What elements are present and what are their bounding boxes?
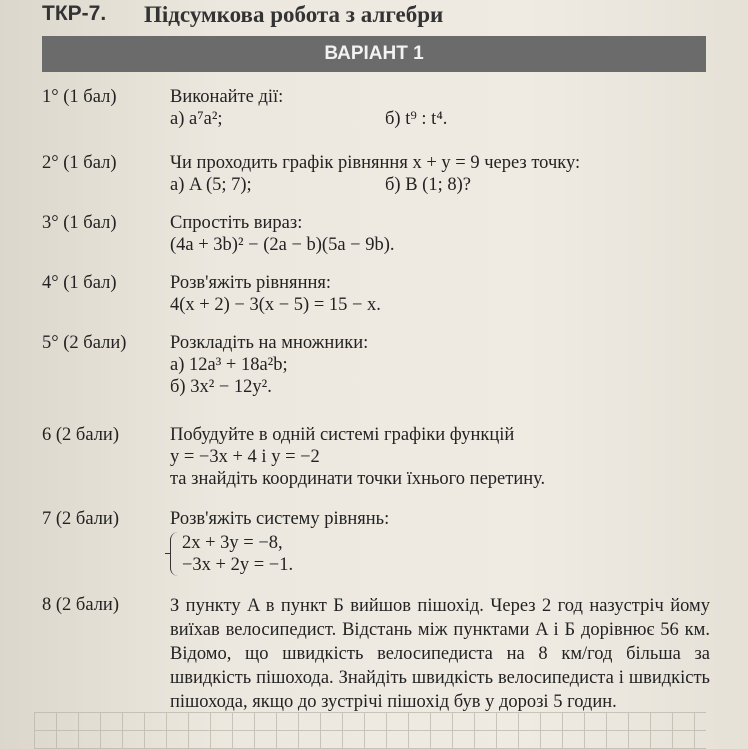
- option-a: а) 12a³ + 18a²b;: [170, 355, 288, 375]
- task-prompt: Розв'яжіть рівняння:: [170, 273, 332, 293]
- equation-system: [170, 532, 710, 576]
- task-prompt: Розв'яжіть систему рівнянь:: [170, 509, 390, 529]
- option-a: а) A (5; 7);: [170, 175, 252, 195]
- answer-grid: [34, 712, 706, 749]
- task-prompt: Спростіть вираз:: [170, 213, 303, 233]
- task-text: З пункту A в пункт Б вийшов пішохід. Через 2 год назустріч йому виїхав велосипедист. Відстань між пунктами A і Б дорівнює 56 км. Відомо, що швидкість велосипедиста на 8 км/год більша за швидкість пішохода. Знайдіть швидкість велосипедиста і швидкість пішохода, якщо до зустрічі пішохід був у дорозі 5 годин.: [170, 596, 710, 712]
- option-b: б) B (1; 8)?: [385, 175, 471, 195]
- task-prompt: Побудуйте в одній системі графіки функцій: [170, 425, 515, 445]
- equation-2: −3x + 2y = −1.: [182, 555, 294, 575]
- test-code: ТКР-7.: [42, 2, 107, 25]
- brace-icon: [170, 532, 181, 576]
- option-b: б) t⁹ : t⁴.: [385, 109, 448, 129]
- task-prompt: Чи проходить графік рівняння x + y = 9 через точку:: [170, 153, 581, 173]
- task-number: 7 (2 бали): [42, 509, 119, 529]
- task-expression: 4(x + 2) − 3(x − 5) = 15 − x.: [170, 295, 381, 315]
- task-number: 4° (1 бал): [42, 273, 117, 293]
- task-expression: (4a + 3b)² − (2a − b)(5a − 9b).: [170, 235, 395, 255]
- option-b: б) 3x² − 12y².: [170, 377, 272, 397]
- task-number: 5° (2 бали): [42, 333, 127, 353]
- option-a: а) a⁷a²;: [170, 109, 223, 129]
- task-expression: y = −3x + 4 і y = −2: [170, 447, 320, 467]
- task-number: 6 (2 бали): [42, 425, 119, 445]
- header: [42, 0, 742, 30]
- task-number: 8 (2 бали): [42, 595, 119, 615]
- task-number: 1° (1 бал): [42, 87, 117, 107]
- task-prompt: Виконайте дії:: [170, 87, 284, 107]
- task-tail: та знайдіть координати точки їхнього перетину.: [170, 469, 546, 489]
- page-title: Підсумкова робота з алгебри: [144, 2, 444, 27]
- task-number: 2° (1 бал): [42, 153, 117, 173]
- variant-banner: ВАРІАНТ 1: [42, 36, 706, 72]
- task-prompt: Розкладіть на множники:: [170, 333, 369, 353]
- task-number: 3° (1 бал): [42, 213, 117, 233]
- equation-1: 2x + 3y = −8,: [182, 533, 283, 553]
